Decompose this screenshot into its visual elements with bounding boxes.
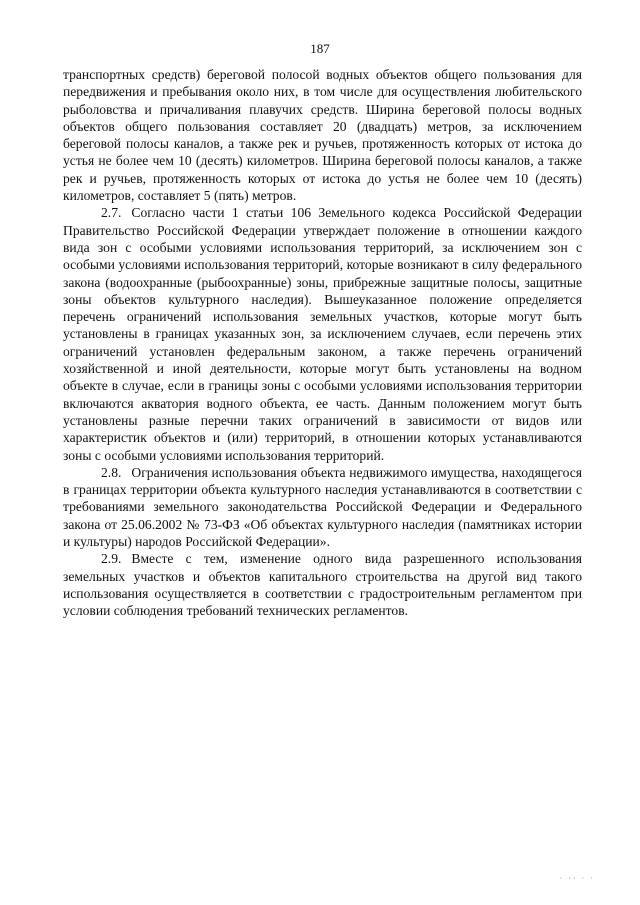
paragraph-text: Вместе с тем, изменение одного вида разрешенного использования земельных участков и объектов капитального строительства на другой вид такого использования осуществляется в соответствии с градостроительным регламентом при условии соблюдения требований технических регламентов. — [63, 551, 582, 619]
paragraph-number: 2.9. — [101, 551, 122, 567]
page-number: 187 — [310, 41, 330, 56]
scan-mark: · ·· · · — [559, 874, 595, 883]
paragraph-text: Ограничения использования объекта недвижимого имущества, находящегося в границах территории объекта культурного наследия устанавливаются в соответствии с требованиями земельного законодательства Российской Федерации и Федерального закона от 25.06.2002 № 73-ФЗ «Об объектах культурного наследия (памятниках истории и культуры) народов Российской Федерации». — [63, 464, 582, 550]
paragraph-text: Согласно части 1 статьи 106 Земельного кодекса Российской Федерации Правительство Российской Федерации утверждает положение в отношении каждого вида зон с особыми условиями использования территорий, за исключением зон с особыми условиями использования территорий, которые возникают в силу федерального закона (водоохранные (рыбоохранные) зоны, прибрежные защитные полосы, защитные зоны объектов культурного наследия). Вышеуказанное положение определяется перечень ограничений использования земельных участков, которые могут быть установлены в границах указанных зон, за исключением случаев, если перечень этих ограничений установлен федеральным законом, а также перечень ограничений хозяйственной и иной деятельности, которые могут быть установлены на водном объекте в случае, если в границы зоны с особыми условиями использования территории включаются акватория водного объекта, ее часть. Данным положением могут быть установлены разные перечни таких ограничений в зависимости от видов или характеристик объектов и (или) территорий, в отношении которых устанавливаются зоны с особыми условиями использования территорий. — [63, 205, 582, 463]
paragraph-2-8 — [63, 464, 582, 550]
document-body — [63, 66, 582, 620]
paragraph-2-9 — [63, 550, 582, 619]
paragraph-number: 2.7. — [101, 205, 122, 221]
paragraph-2-7 — [63, 204, 582, 463]
paragraph-text: транспортных средств) береговой полосой водных объектов общего пользования для передвижения и пребывания около них, в том числе для осуществления любительского рыболовства и причаливания плавучих средств. Ширина береговой полосы водных объектов общего пользования составляет 20 (двадцать) метров, за исключением береговой полосы каналов, а также рек и ручьев, протяженность которых от истока до устья не более чем 10 (десять) километров. Ширина береговой полосы каналов, а также рек и ручьев, протяженность которых от истока до устья не более чем 10 (десять) километров, составляет 5 (пять) метров. — [63, 67, 582, 204]
paragraph-continuation — [63, 66, 582, 204]
paragraph-number: 2.8. — [101, 464, 122, 480]
